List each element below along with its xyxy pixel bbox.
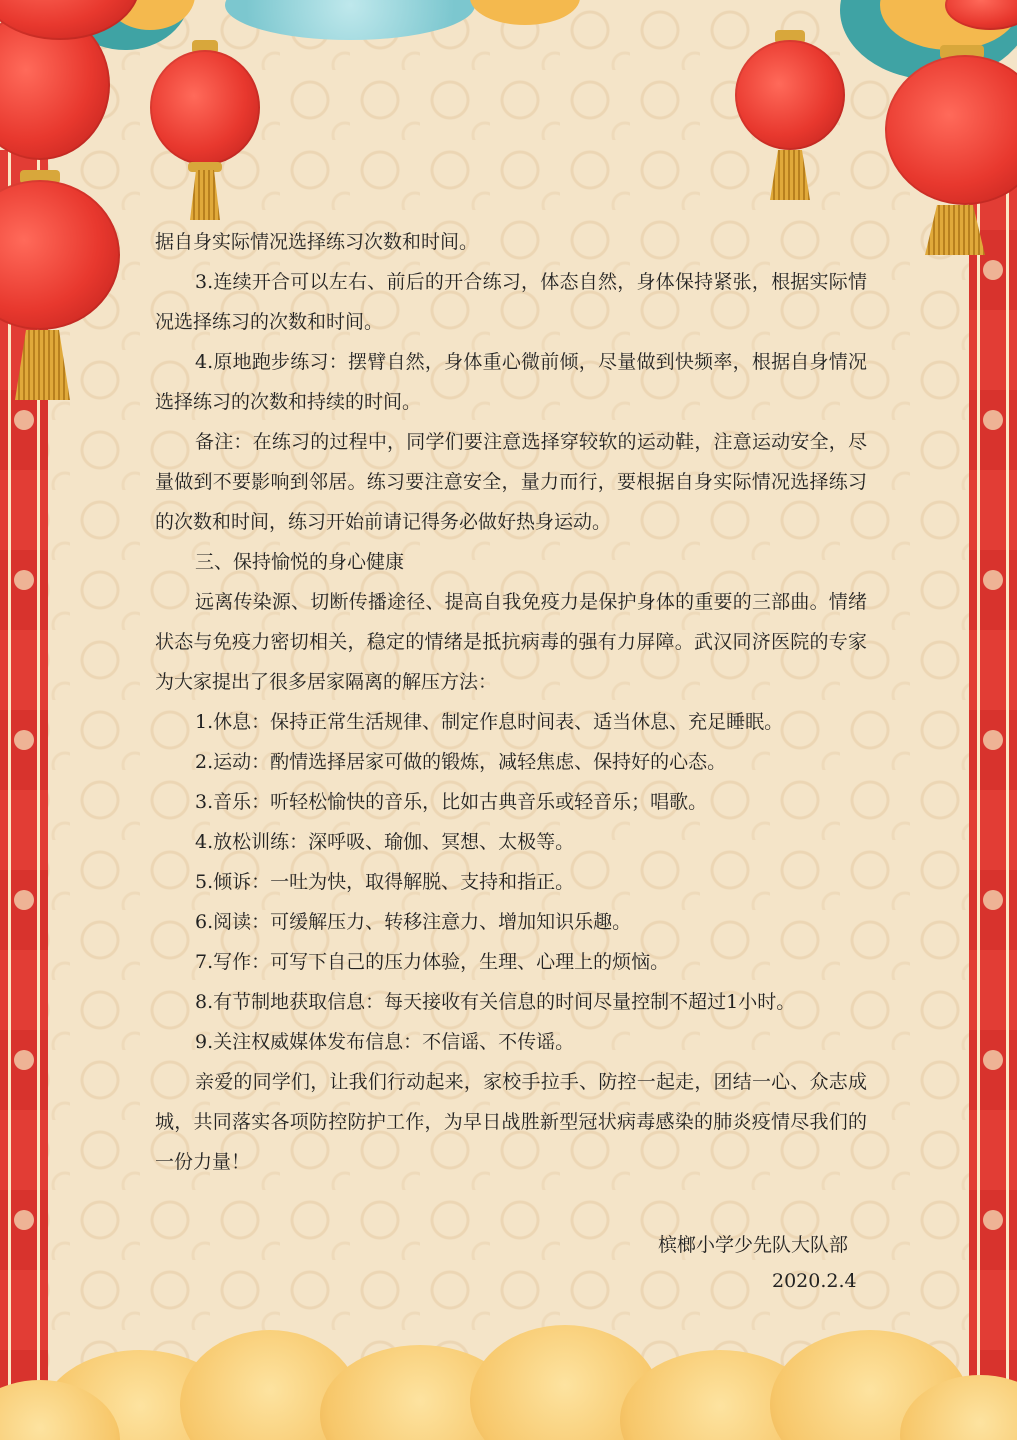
list-item: 9.关注权威媒体发布信息：不信谣、不传谣。	[195, 1031, 575, 1053]
lantern-icon	[885, 45, 1017, 255]
paragraph: 亲爱的同学们，让我们行动起来，家校手拉手、防控一起走，团结一心、众志成城，共同落实各项防控防护工作，为早日战胜新型冠状病毒感染的肺炎疫情尽我们的一份力量！	[155, 1071, 867, 1173]
list-item: 5.倾诉：一吐为快，取得解脱、支持和指正。	[195, 871, 575, 893]
paragraph: 备注：在练习的过程中，同学们要注意选择穿较软的运动鞋，注意运动安全，尽量做到不要影响到邻居。练习要注意安全，量力而行，要根据自身实际情况选择练习的次数和时间，练习开始前请记得务必做好热身运动。	[155, 431, 867, 533]
lantern-icon	[0, 170, 120, 400]
list-item: 6.阅读：可缓解压力、转移注意力、增加知识乐趣。	[195, 911, 632, 933]
lantern-icon	[0, 0, 130, 40]
list-item: 2.运动：酌情选择居家可做的锻炼，减轻焦虑、保持好的心态。	[195, 751, 727, 773]
list-item: 7.写作：可写下自己的压力体验，生理、心理上的烦恼。	[195, 951, 670, 973]
section-heading: 三、保持愉悦的身心健康	[195, 551, 405, 573]
bottom-clouds	[0, 1290, 1017, 1440]
lantern-icon	[945, 0, 1017, 30]
lantern-icon	[735, 30, 845, 200]
list-item: 4.放松训练：深呼吸、瑜伽、冥想、太极等。	[195, 831, 575, 853]
list-item: 1.休息：保持正常生活规律、制定作息时间表、适当休息、充足睡眠。	[195, 711, 784, 733]
letter-body	[155, 222, 867, 1182]
signature-org: 槟榔小学少先队大队部	[658, 1234, 849, 1256]
paragraph: 3.连续开合可以左右、前后的开合练习，体态自然，身体保持紧张，根据实际情况选择练习的次数和时间。	[155, 271, 867, 333]
list-item: 3.音乐：听轻松愉快的音乐，比如古典音乐或轻音乐；唱歌。	[195, 791, 708, 813]
paragraph: 据自身实际情况选择练习次数和时间。	[155, 231, 479, 253]
signature-date: 2020.2.4	[772, 1270, 857, 1292]
lantern-icon	[150, 40, 260, 220]
right-red-border	[969, 150, 1017, 1440]
paragraph: 4.原地跑步练习：摆臂自然，身体重心微前倾，尽量做到快频率，根据自身情况选择练习的次数和持续的时间。	[155, 351, 867, 413]
paragraph: 远离传染源、切断传播途径、提高自我免疫力是保护身体的重要的三部曲。情绪状态与免疫力密切相关，稳定的情绪是抵抗病毒的强有力屏障。武汉同济医院的专家为大家提出了很多居家隔离的解压方法：	[155, 591, 867, 693]
list-item: 8.有节制地获取信息：每天接收有关信息的时间尽量控制不超过1小时。	[195, 991, 796, 1013]
